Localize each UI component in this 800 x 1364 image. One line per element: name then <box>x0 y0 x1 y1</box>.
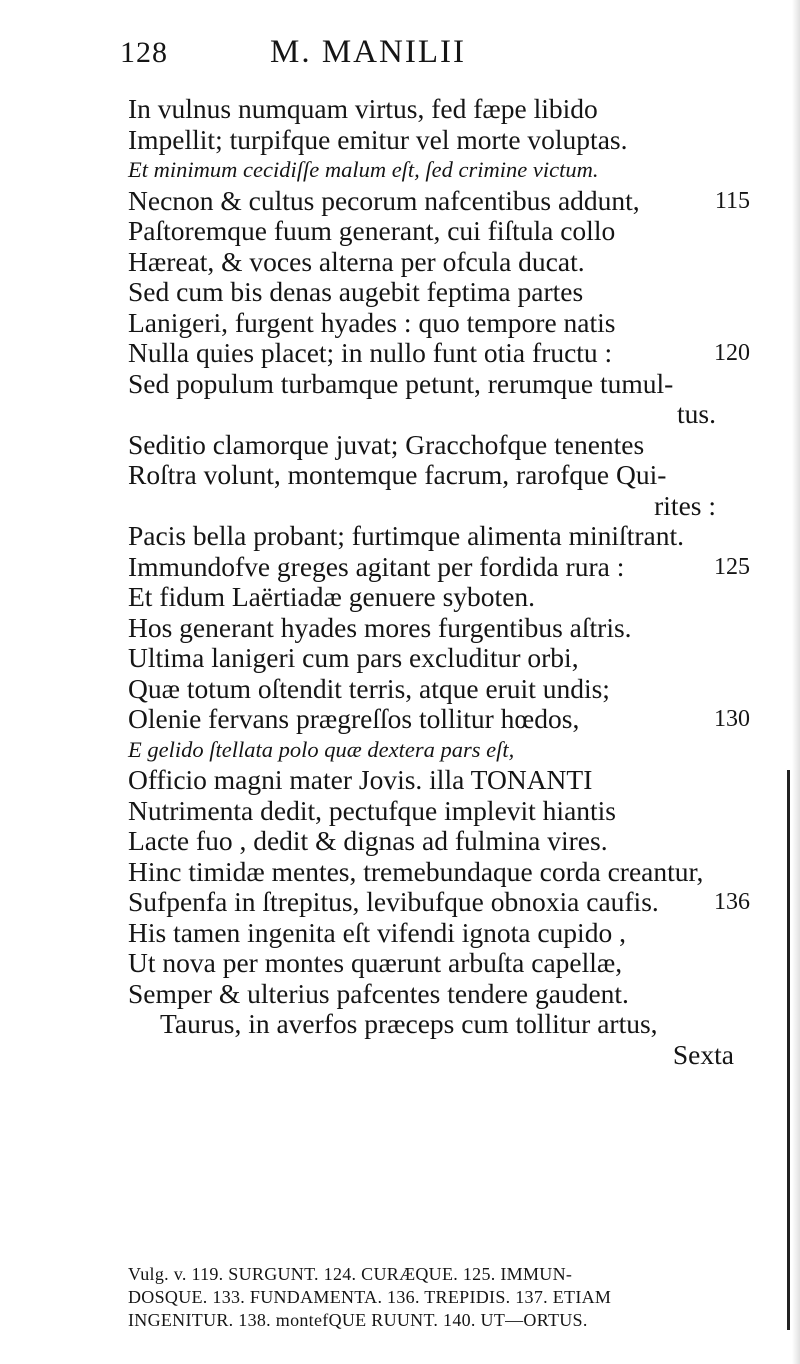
verse-line <box>0 887 800 918</box>
footnote-line: DOSQUE. 133. FUNDAMENTA. 136. TREPIDIS. 137. ETIAM <box>128 1287 612 1307</box>
verse-line <box>0 94 800 125</box>
verse-text: rites : <box>654 489 716 521</box>
verse-line <box>0 521 800 552</box>
verse-text: Nulla quies placet; in nullo funt otia fructu : <box>128 337 613 368</box>
verse-line <box>0 1040 800 1071</box>
verse-line <box>0 796 800 827</box>
line-number: 115 <box>714 187 750 214</box>
verse-text: Olenie fervans prægreſſos tollitur hœdos, <box>128 703 580 734</box>
verse-text: Sexta <box>672 1038 734 1070</box>
verse-line <box>0 552 800 583</box>
verse-text: Sufpenfa in ſtrepitus, levibufque obnoxia caufis. <box>128 886 659 917</box>
verse-line <box>0 155 800 186</box>
running-title: M. MANILII <box>270 34 466 70</box>
verse-line <box>0 247 800 278</box>
verse-text: Hæreat, & voces alterna per ofcula ducat. <box>128 245 585 277</box>
verse-line <box>0 491 800 522</box>
verse-text: Ultima lanigeri cum pars excluditur orbi, <box>128 642 579 673</box>
page-header <box>120 30 740 80</box>
verse-line <box>0 430 800 461</box>
verse-text: Hos generant hyades mores furgentibus aſtris. <box>128 611 632 643</box>
verse-text: Necnon & cultus pecorum nafcentibus addunt, <box>128 184 640 216</box>
verse-text: Immundofve greges agitant per fordida rura : <box>128 550 625 582</box>
verse-text: tus. <box>677 398 716 429</box>
page-edge <box>792 0 800 1364</box>
verse-text: Sed cum bis denas augebit feptima partes <box>128 276 584 307</box>
line-number: 130 <box>714 706 750 732</box>
verse-text: Ut nova per montes quærunt arbuſta capellæ, <box>128 947 623 978</box>
verse-line <box>0 125 800 156</box>
binding-edge-line <box>787 770 790 1330</box>
verse-text: Officio magni mater Jovis. illa TONANTI <box>128 764 593 795</box>
verse-line <box>0 674 800 705</box>
page-number: 128 <box>120 36 168 69</box>
line-number: 125 <box>714 553 750 580</box>
footnote-line: INGENITUR. 138. montefQUE RUUNT. 140. UT—ORTUS. <box>128 1310 588 1330</box>
verse-text: Hinc timidæ mentes, tremebundaque corda creantur, <box>128 855 704 887</box>
verse-text: Paſtoremque fuum generant, cui fiſtula collo <box>128 215 616 246</box>
verse-text: Et fidum Laërtiadæ genuere syboten. <box>128 581 536 612</box>
verse-text: Sed populum turbamque petunt, rerumque tumul- <box>128 367 674 399</box>
verse-text: Et minimum cecidiſſe malum eſt, ſed crimine victum. <box>128 157 599 182</box>
verse-text: Quæ totum oſtendit terris, atque eruit undis; <box>128 672 610 704</box>
verse-text: His tamen ingenita eſt vifendi ignota cupido , <box>128 916 626 948</box>
verse-text: E gelido ſtellata polo quæ dextera pars eſt, <box>128 736 515 762</box>
verse-line <box>0 338 800 369</box>
verse-line <box>0 735 800 766</box>
verse-text: Seditio clamorque juvat; Gracchofque tenentes <box>128 428 645 460</box>
verse-line <box>0 948 800 979</box>
verse-line <box>0 918 800 949</box>
verse-line <box>0 399 800 430</box>
line-number: 120 <box>714 340 750 366</box>
verse-line <box>0 857 800 888</box>
verse-line <box>0 826 800 857</box>
verse-line <box>0 582 800 613</box>
verse-line <box>0 186 800 217</box>
verse-line <box>0 216 800 247</box>
verse-text: In vulnus numquam virtus, fed fæpe libido <box>128 93 598 124</box>
line-number: 136 <box>714 889 750 915</box>
verse-line <box>0 277 800 308</box>
verse-text: Roſtra volunt, montemque facrum, rarofque Qui- <box>128 459 667 490</box>
footnotes <box>128 1263 768 1332</box>
verse-text: Nutrimenta dedit, pectufque implevit hiantis <box>128 794 617 826</box>
verse-line <box>0 979 800 1010</box>
verse-line <box>0 369 800 400</box>
footnote-line: Vulg. v. 119. SURGUNT. 124. CURÆQUE. 125. IMMUN- <box>128 1264 573 1284</box>
verse-text: Lanigeri, furgent hyades : quo tempore natis <box>128 306 616 338</box>
verse-line <box>0 643 800 674</box>
verse-line <box>0 704 800 735</box>
verse-line <box>0 765 800 796</box>
verse-text: Semper & ulterius pafcentes tendere gaudent. <box>128 977 629 1009</box>
verse-text: Pacis bella probant; furtimque alimenta miniſtrant. <box>128 520 684 551</box>
verse-text: Impellit; turpifque emitur vel morte voluptas. <box>128 123 628 155</box>
verse-block <box>0 94 800 1070</box>
verse-text: Taurus, in averfos præceps cum tollitur artus, <box>160 1008 658 1039</box>
verse-line <box>0 460 800 491</box>
verse-line <box>0 1009 800 1040</box>
verse-line <box>0 613 800 644</box>
verse-text: Lacte fuo , dedit & dignas ad fulmina vires. <box>128 825 608 856</box>
verse-line <box>0 308 800 339</box>
